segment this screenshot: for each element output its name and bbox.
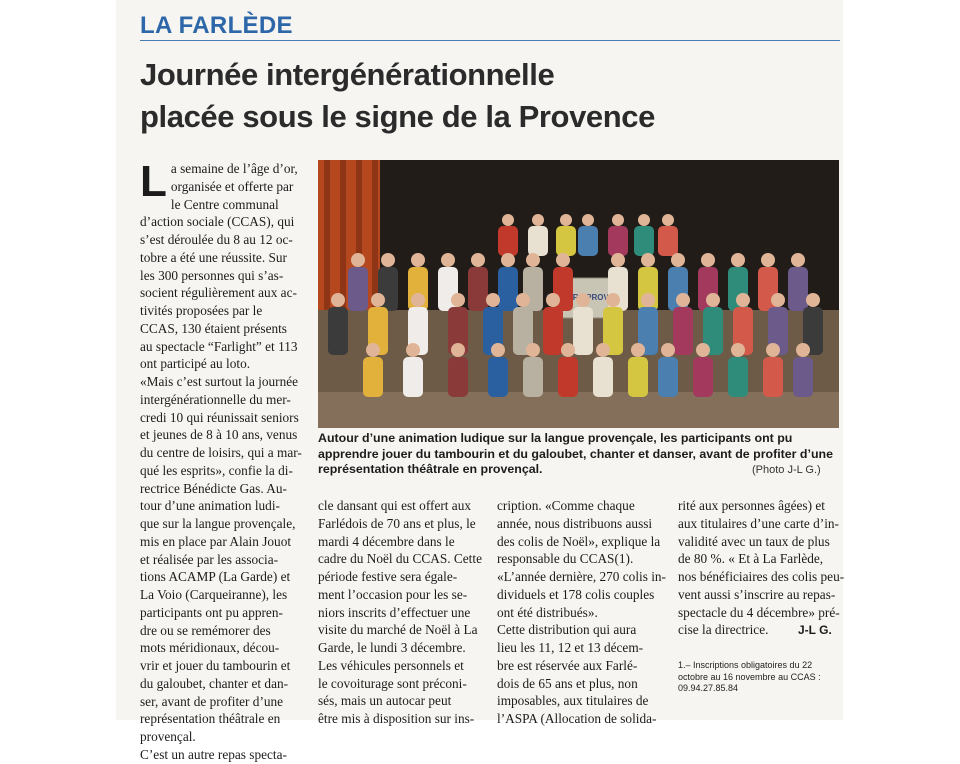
person-figure <box>578 226 598 256</box>
person-head <box>526 253 540 267</box>
person-figure <box>448 357 468 397</box>
text-line: bre est réservée aux Farlé- <box>497 657 638 673</box>
person-figure <box>608 226 628 256</box>
person-head <box>761 253 775 267</box>
text-line: provençal. <box>140 729 196 744</box>
text-line: aux titulaires d’une carte d’in- <box>678 515 839 531</box>
author-signature: J-L G. <box>798 623 832 637</box>
person-figure <box>363 357 383 397</box>
article-column-1 <box>140 157 302 764</box>
text-line: Cette distribution qui aura <box>497 622 637 638</box>
person-head <box>731 253 745 267</box>
person-figure <box>403 357 423 397</box>
text-line: mots méridionaux, décou- <box>140 640 280 656</box>
person-head <box>606 293 620 307</box>
person-head <box>501 253 515 267</box>
text-line: de 80 %. « Et à La Farlède, <box>678 551 824 567</box>
person-head <box>806 293 820 307</box>
text-line: sés, mais un autocar peut <box>318 693 452 709</box>
text-line: validité avec un taux de plus <box>678 533 830 549</box>
person-head <box>561 343 575 357</box>
text-line: Farlédois de 70 ans et plus, le <box>318 515 476 531</box>
person-head <box>696 343 710 357</box>
person-head <box>766 343 780 357</box>
person-head <box>582 214 594 226</box>
person-head <box>451 293 465 307</box>
person-head <box>662 214 674 226</box>
person-figure <box>573 307 593 355</box>
person-figure <box>488 357 508 397</box>
text-line: organisée et offerte par <box>170 178 294 194</box>
section-rubric: LA FARLÈDE <box>140 12 293 39</box>
text-line: tour d’une animation ludi- <box>140 498 280 514</box>
text-line: tivités proposées par le <box>140 303 263 318</box>
text-line: mardi 4 décembre dans le <box>318 533 455 549</box>
person-head <box>491 343 505 357</box>
text-line: du galoubet, chanter et dan- <box>140 675 289 691</box>
person-head <box>631 343 645 357</box>
text-line: La Voio (Carqueiranne), les <box>140 587 288 602</box>
group-photo <box>318 160 839 428</box>
person-head <box>526 343 540 357</box>
person-head <box>596 343 610 357</box>
person-head <box>791 253 805 267</box>
text-line: ont participé au loto. <box>140 356 251 372</box>
person-figure <box>788 267 808 311</box>
person-figure <box>498 226 518 256</box>
person-head <box>701 253 715 267</box>
text-line: que sur la langue provençale, <box>140 516 296 531</box>
drop-cap: L <box>140 157 167 206</box>
article-column-4 <box>678 497 845 639</box>
person-head <box>441 253 455 267</box>
person-figure <box>558 357 578 397</box>
text-line: dividuels et 178 colis couples <box>497 586 655 602</box>
person-head <box>532 214 544 226</box>
text-line: d’action sociale (CCAS), qui <box>140 214 295 230</box>
text-line: credi 10 qui réunissait seniors <box>140 409 299 425</box>
person-head <box>471 253 485 267</box>
text-line: au spectacle “Farlight” et 113 <box>140 338 298 354</box>
text-line: «Mais c’est surtout la journée <box>140 374 299 389</box>
text-line: être mis à disposition sur ins- <box>318 711 475 726</box>
text-line: imposables, aux titulaires de <box>497 693 649 709</box>
rubric-rule <box>140 40 840 41</box>
text-line: année, nous distribuons aussi <box>497 515 653 531</box>
person-figure <box>328 307 348 355</box>
text-line: des colis de Noël», explique la <box>497 533 661 549</box>
text-line: niors inscrits d’effectuer une <box>318 604 471 620</box>
text-line: participants ont pu appren- <box>140 604 283 620</box>
person-head <box>451 343 465 357</box>
article-column-2 <box>318 497 480 728</box>
text-line: C’est un autre repas specta- <box>140 746 287 762</box>
person-head <box>516 293 530 307</box>
text-line: du centre de loisirs, qui a mar- <box>140 445 302 460</box>
text-line: «L’année dernière, 270 colis in- <box>497 569 666 584</box>
person-head <box>546 293 560 307</box>
person-figure <box>556 226 576 256</box>
text-line: lieu les 11, 12 et 13 décem- <box>497 640 644 655</box>
person-figure <box>523 357 543 397</box>
text-line: rectrice Bénédicte Gas. Au- <box>140 480 287 496</box>
person-head <box>351 253 365 267</box>
text-line: a semaine de l’âge d’or, <box>170 161 298 176</box>
text-line: tobre a été une réussite. Sur <box>140 249 287 265</box>
text-line: dois de 65 ans et plus, non <box>497 675 638 691</box>
text-line: CCAS, 130 étaient présents <box>140 320 287 336</box>
person-figure <box>528 226 548 256</box>
text-line: le Centre communal <box>170 196 279 212</box>
group-photo-illustration <box>318 160 839 428</box>
person-head <box>706 293 720 307</box>
person-head <box>671 253 685 267</box>
photo-caption: Autour d’une animation ludique sur la langue provençale, les participants ont pu apprendre jouer du tambourin et du galoubet, chanter et danser, avant de profiter d’une représentation théâtrale en provençal. <box>318 431 833 476</box>
text-line: les 300 personnes qui s’as- <box>140 267 284 283</box>
person-head <box>611 253 625 267</box>
person-head <box>676 293 690 307</box>
text-line: visite du marché de Noël à La <box>318 622 478 638</box>
person-figure <box>468 267 488 311</box>
person-head <box>406 343 420 357</box>
person-figure <box>628 357 648 397</box>
headline-line-1: Journée intergénérationnelle <box>140 57 555 92</box>
text-line: mis en place par Alain Jouot <box>140 533 292 549</box>
person-head <box>736 293 750 307</box>
person-head <box>411 253 425 267</box>
text-line: tions ACAMP (La Garde) et <box>140 569 291 585</box>
person-head <box>661 343 675 357</box>
text-line: période festive sera égale- <box>318 569 458 584</box>
headline-line-2: placée sous le signe de la Provence <box>140 99 655 134</box>
text-line: socient régulièrement aux ac- <box>140 285 297 301</box>
person-figure <box>593 357 613 397</box>
text-line: cle dansant qui est offert aux <box>318 498 471 513</box>
text-line: cise la directrice. <box>678 622 769 638</box>
text-line: et réalisée par les associa- <box>140 551 279 567</box>
person-head <box>576 293 590 307</box>
text-line: rité aux personnes âgées) et <box>678 498 825 513</box>
text-line: qué les esprits», confie la di- <box>140 462 293 478</box>
text-line: le covoiturage sont préconi- <box>318 675 467 691</box>
text-line: l’ASPA (Allocation de solida- <box>497 711 657 726</box>
article-headline <box>140 54 840 138</box>
person-figure <box>693 357 713 397</box>
person-head <box>560 214 572 226</box>
person-figure <box>498 267 518 311</box>
person-head <box>638 214 650 226</box>
person-figure <box>793 357 813 397</box>
person-figure <box>634 226 654 256</box>
text-line: dre ou se remémorer des <box>140 622 271 638</box>
text-line: et jeunes de 8 à 10 ans, venus <box>140 427 298 443</box>
text-line: cription. «Comme chaque <box>497 498 635 513</box>
person-figure <box>763 357 783 397</box>
person-head <box>366 343 380 357</box>
person-head <box>796 343 810 357</box>
text-line: ser, avant de profiter d’une <box>140 693 284 709</box>
person-figure <box>348 267 368 311</box>
text-line: vent aussi s’inscrire au repas- <box>678 586 836 602</box>
person-figure <box>543 307 563 355</box>
text-line: responsable du CCAS(1). <box>497 551 634 567</box>
photo-credit: (Photo J-L G.) <box>752 464 821 476</box>
person-head <box>771 293 785 307</box>
person-head <box>486 293 500 307</box>
person-head <box>641 293 655 307</box>
text-line: s’est déroulée du 8 au 12 oc- <box>140 232 293 247</box>
text-line: Les véhicules personnels et <box>318 657 464 673</box>
text-line: nos bénéficiaires des colis peu- <box>678 569 845 584</box>
person-head <box>331 293 345 307</box>
person-head <box>502 214 514 226</box>
text-line: intergénérationnelle du mer- <box>140 391 291 407</box>
text-line: cadre du Noël du CCAS. Cette <box>318 551 482 567</box>
person-figure <box>658 357 678 397</box>
person-head <box>731 343 745 357</box>
person-head <box>381 253 395 267</box>
text-line: ment l’occasion pour les se- <box>318 586 468 602</box>
footnote: 1.– Inscriptions obligatoires du 22 octobre au 16 novembre au CCAS : 09.94.27.85.84 <box>678 660 821 693</box>
person-head <box>371 293 385 307</box>
person-head <box>641 253 655 267</box>
person-head <box>612 214 624 226</box>
text-line: Garde, le lundi 3 décembre. <box>318 640 466 655</box>
text-line: ont été distribués». <box>497 604 598 620</box>
article-column-3 <box>497 497 666 728</box>
person-figure <box>673 307 693 355</box>
person-head <box>556 253 570 267</box>
banner-text: PROVENÇ <box>586 293 626 302</box>
person-head <box>411 293 425 307</box>
text-line: vrir et jouer du tambourin et <box>140 658 291 673</box>
person-figure <box>658 226 678 256</box>
text-line: représentation théâtrale en <box>140 711 281 727</box>
text-line: spectacle du 4 décembre» pré- <box>678 604 840 620</box>
person-figure <box>728 357 748 397</box>
